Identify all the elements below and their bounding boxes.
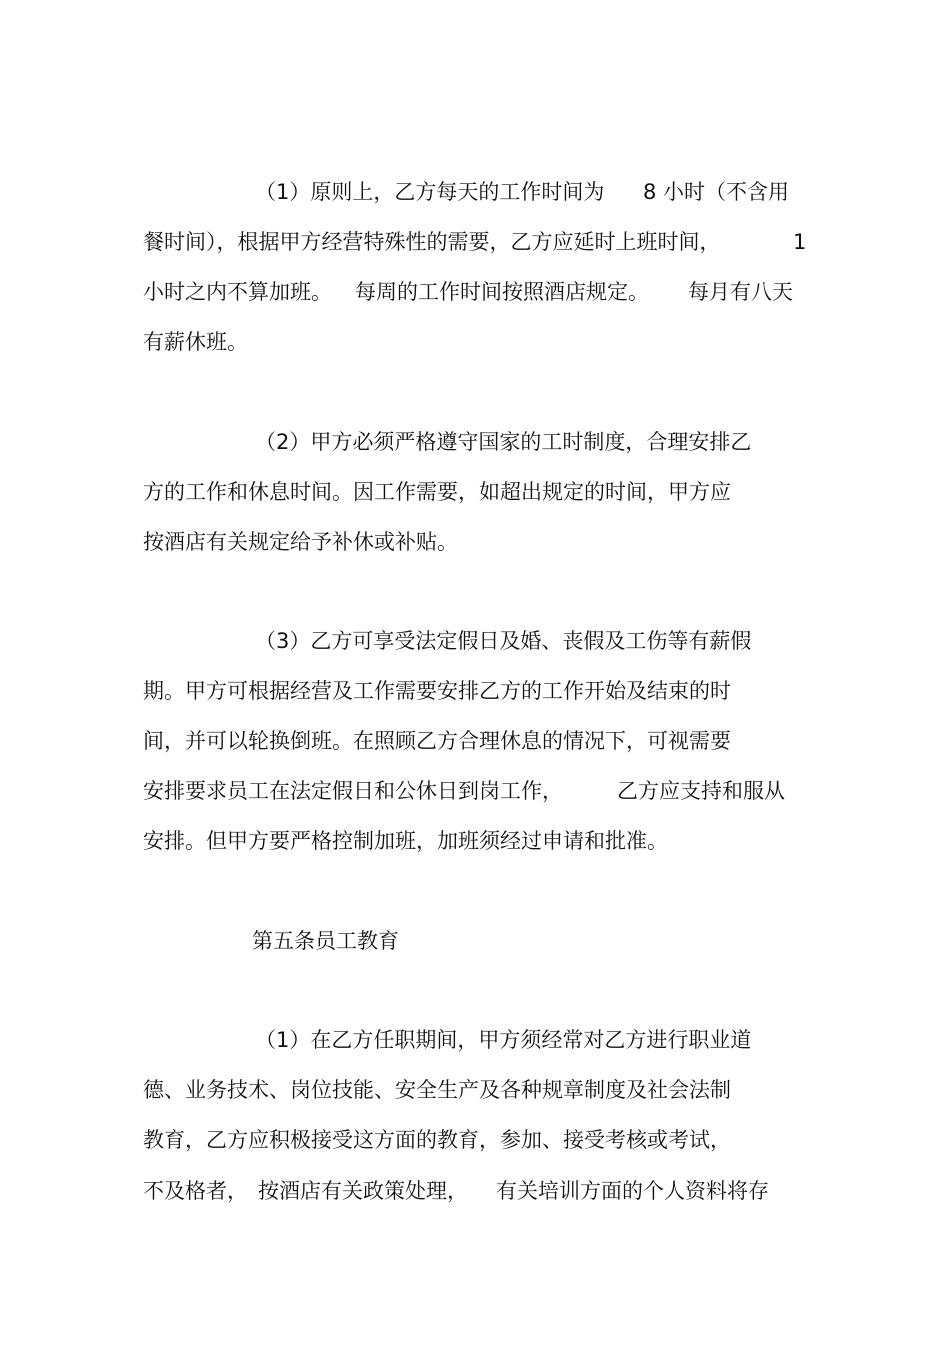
text-segment: 有关培训方面的个人资料将存: [496, 1179, 769, 1203]
text-segment: 安排。但甲方要严格控制加班，加班须经过申请和批准。: [143, 829, 668, 853]
paragraph-3-line-1: [0, 626, 950, 656]
text-segment: （1）在乙方任职期间，甲方须经常对乙方进行职业道: [255, 1028, 752, 1052]
paragraph-5-line-4: [0, 1176, 950, 1206]
text-segment: 每月有八天: [688, 280, 793, 304]
text-segment: 有薪休班。: [143, 330, 248, 354]
text-segment: 按酒店有关政策处理，: [258, 1179, 468, 1203]
paragraph-2-line-1: [0, 427, 950, 457]
text-segment: 乙方应支持和服从: [617, 779, 785, 803]
text-segment: 方的工作和休息时间。因工作需要，如超出规定的时间，甲方应: [143, 480, 731, 504]
text-segment: 德、业务技术、岗位技能、安全生产及各种规章制度及社会法制: [143, 1078, 731, 1102]
text-segment: 安排要求员工在法定假日和公休日到岗工作，: [143, 779, 563, 803]
text-segment: 教育，乙方应积极接受这方面的教育，参加、接受考核或考试，: [143, 1128, 731, 1152]
paragraph-1-line-4: [0, 327, 950, 357]
text-segment: （3）乙方可享受法定假日及婚、丧假及工伤等有薪假: [255, 629, 752, 653]
text-segment: 期。甲方可根据经营及工作需要安排乙方的工作开始及结束的时: [143, 679, 731, 703]
text-segment: 8 小时（不含用: [643, 180, 790, 204]
paragraph-1-line-1: [0, 177, 950, 207]
paragraph-3-line-3: [0, 726, 950, 756]
paragraph-3-line-2: [0, 676, 950, 706]
text-segment: 1: [793, 230, 807, 254]
paragraph-1-line-3: [0, 277, 950, 307]
text-segment: 每周的工作时间按照酒店规定。: [355, 280, 649, 304]
paragraph-2-line-2: [0, 477, 950, 507]
paragraph-2-line-3: [0, 527, 950, 557]
text-segment: 间，并可以轮换倒班。在照顾乙方合理休息的情况下，可视需要: [143, 729, 731, 753]
paragraph-5-line-1: [0, 1025, 950, 1055]
paragraph-3-line-4: [0, 776, 950, 806]
text-segment: （2）甲方必须严格遵守国家的工时制度，合理安排乙: [255, 430, 752, 454]
text-segment: （1）原则上，乙方每天的工作时间为: [255, 180, 605, 204]
text-segment: 不及格者，: [143, 1179, 248, 1203]
text-segment: 餐时间），根据甲方经营特殊性的需要，乙方应延时上班时间，: [143, 230, 721, 254]
paragraph-3-line-5: [0, 826, 950, 856]
paragraph-5-line-3: [0, 1125, 950, 1155]
section-heading-text: 第五条员工教育: [252, 929, 399, 953]
text-segment: 按酒店有关规定给予补休或补贴。: [143, 530, 458, 554]
section-heading: [0, 926, 950, 956]
paragraph-1-line-2: [0, 227, 950, 257]
paragraph-5-line-2: [0, 1075, 950, 1105]
text-segment: 小时之内不算加班。: [143, 280, 332, 304]
